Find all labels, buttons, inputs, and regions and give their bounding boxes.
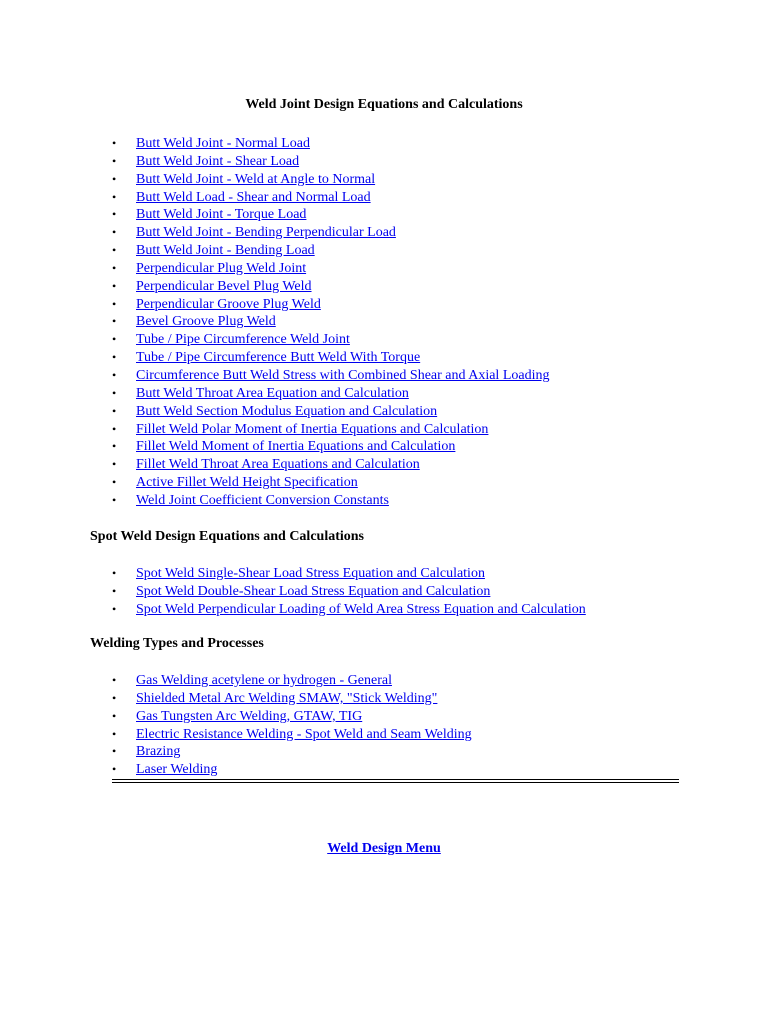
list-item <box>112 743 472 761</box>
weld-joint-link[interactable]: Butt Weld Joint - Normal Load <box>136 136 310 151</box>
list-item <box>112 367 549 385</box>
bullet-icon: • <box>112 762 117 777</box>
list-item <box>112 690 472 708</box>
list-item <box>112 474 549 492</box>
bullet-icon: • <box>112 189 117 204</box>
list-item <box>112 601 586 619</box>
welding-type-link[interactable]: Electric Resistance Welding - Spot Weld and Seam Welding <box>136 726 472 742</box>
weld-joint-link[interactable]: Bevel Groove Plug Weld <box>136 314 276 330</box>
weld-joint-link[interactable]: Tube / Pipe Circumference Weld Joint <box>136 332 350 348</box>
welding-type-link[interactable]: Brazing <box>136 744 181 760</box>
list-item <box>112 456 549 474</box>
bullet-icon: • <box>112 385 117 400</box>
bullet-icon: • <box>112 314 117 329</box>
weld-joint-link[interactable]: Tube / Pipe Circumference Butt Weld With Torque <box>136 350 421 366</box>
list-item <box>112 438 549 456</box>
list-item <box>112 242 549 260</box>
bullet-icon: • <box>112 457 117 472</box>
spot-weld-link[interactable]: Spot Weld Double-Shear Load Stress Equation and Calculation <box>136 583 491 599</box>
list-item <box>112 296 549 314</box>
weld-joint-link[interactable]: Butt Weld Joint - Shear Load <box>136 153 300 169</box>
weld-design-menu-link[interactable]: Weld Design Menu <box>327 841 441 856</box>
weld-joint-link[interactable]: Fillet Weld Moment of Inertia Equations and Calculation <box>136 439 456 455</box>
list-item <box>112 761 472 779</box>
weld-joint-link[interactable]: Fillet Weld Polar Moment of Inertia Equations and Calculation <box>136 421 489 437</box>
bullet-icon: • <box>112 171 117 186</box>
bullet-icon: • <box>112 207 117 222</box>
list-item <box>112 492 549 510</box>
weld-joint-link[interactable]: Perpendicular Groove Plug Weld <box>136 296 321 312</box>
weld-joint-link[interactable]: Butt Weld Load - Shear and Normal Load <box>136 189 371 205</box>
list-item <box>112 403 549 421</box>
welding-type-link[interactable]: Gas Welding acetylene or hydrogen - General <box>136 673 392 688</box>
welding-type-link[interactable]: Gas Tungsten Arc Welding, GTAW, TIG <box>136 708 363 724</box>
spot-weld-link[interactable]: Spot Weld Perpendicular Loading of Weld Area Stress Equation and Calculation <box>136 601 586 617</box>
welding-types-heading: Welding Types and Processes <box>90 636 264 651</box>
bullet-icon: • <box>112 260 117 275</box>
weld-joint-link[interactable]: Butt Weld Joint - Weld at Angle to Normal <box>136 171 376 187</box>
list-item <box>112 153 549 171</box>
weld-joint-link[interactable]: Butt Weld Joint - Bending Perpendicular Load <box>136 225 396 241</box>
weld-joint-link[interactable]: Butt Weld Joint - Torque Load <box>136 207 307 223</box>
bullet-icon: • <box>112 367 117 382</box>
spot-weld-link[interactable]: Spot Weld Single-Shear Load Stress Equation and Calculation <box>136 566 485 581</box>
bullet-icon: • <box>112 225 117 240</box>
bullet-icon: • <box>112 475 117 490</box>
bullet-icon: • <box>112 673 117 687</box>
weld-joint-link[interactable]: Butt Weld Throat Area Equation and Calculation <box>136 385 409 401</box>
list-item <box>112 260 549 278</box>
list-item <box>112 189 549 207</box>
welding-types-link-list <box>112 672 472 779</box>
bullet-icon: • <box>112 421 117 436</box>
bullet-icon: • <box>112 278 117 293</box>
list-item <box>112 278 549 296</box>
bullet-icon: • <box>112 403 117 418</box>
list-item <box>112 171 549 189</box>
bullet-icon: • <box>112 296 117 311</box>
list-item <box>112 224 549 242</box>
list-item <box>112 385 549 403</box>
page-title: Weld Joint Design Equations and Calculations <box>245 97 523 112</box>
welding-type-link[interactable]: Laser Welding <box>136 762 218 778</box>
bullet-icon: • <box>112 601 117 616</box>
weld-joint-link[interactable]: Fillet Weld Throat Area Equations and Calculation <box>136 457 420 473</box>
bullet-icon: • <box>112 492 117 507</box>
list-item <box>112 135 549 153</box>
menu-link-container <box>0 841 768 857</box>
horizontal-rule-divider <box>112 779 679 783</box>
welding-type-link[interactable]: Shielded Metal Arc Welding SMAW, "Stick Welding" <box>136 690 438 706</box>
bullet-icon: • <box>112 136 117 150</box>
bullet-icon: • <box>112 350 117 365</box>
list-item <box>112 331 549 349</box>
list-item <box>112 565 586 583</box>
spot-weld-heading: Spot Weld Design Equations and Calculations <box>90 529 364 544</box>
list-item <box>112 349 549 367</box>
weld-joint-link[interactable]: Active Fillet Weld Height Specification <box>136 475 358 491</box>
list-item <box>112 708 472 726</box>
list-item <box>112 672 472 690</box>
bullet-icon: • <box>112 690 117 705</box>
bullet-icon: • <box>112 726 117 741</box>
weld-joint-link-list <box>112 135 549 510</box>
weld-joint-link[interactable]: Weld Joint Coefficient Conversion Constants <box>136 492 389 508</box>
list-item <box>112 726 472 744</box>
list-item <box>112 583 586 601</box>
weld-joint-link[interactable]: Perpendicular Bevel Plug Weld <box>136 278 312 294</box>
bullet-icon: • <box>112 439 117 454</box>
bullet-icon: • <box>112 708 117 723</box>
bullet-icon: • <box>112 744 117 759</box>
list-item <box>112 421 549 439</box>
weld-joint-link[interactable]: Perpendicular Plug Weld Joint <box>136 260 307 276</box>
bullet-icon: • <box>112 153 117 168</box>
list-item <box>112 313 549 331</box>
weld-joint-link[interactable]: Butt Weld Section Modulus Equation and Calculation <box>136 403 438 419</box>
bullet-icon: • <box>112 332 117 347</box>
weld-joint-link[interactable]: Butt Weld Joint - Bending Load <box>136 243 315 259</box>
spot-weld-link-list <box>112 565 586 619</box>
bullet-icon: • <box>112 243 117 258</box>
weld-joint-link[interactable]: Circumference Butt Weld Stress with Combined Shear and Axial Loading <box>136 367 550 383</box>
list-item <box>112 206 549 224</box>
bullet-icon: • <box>112 583 117 598</box>
bullet-icon: • <box>112 566 117 580</box>
